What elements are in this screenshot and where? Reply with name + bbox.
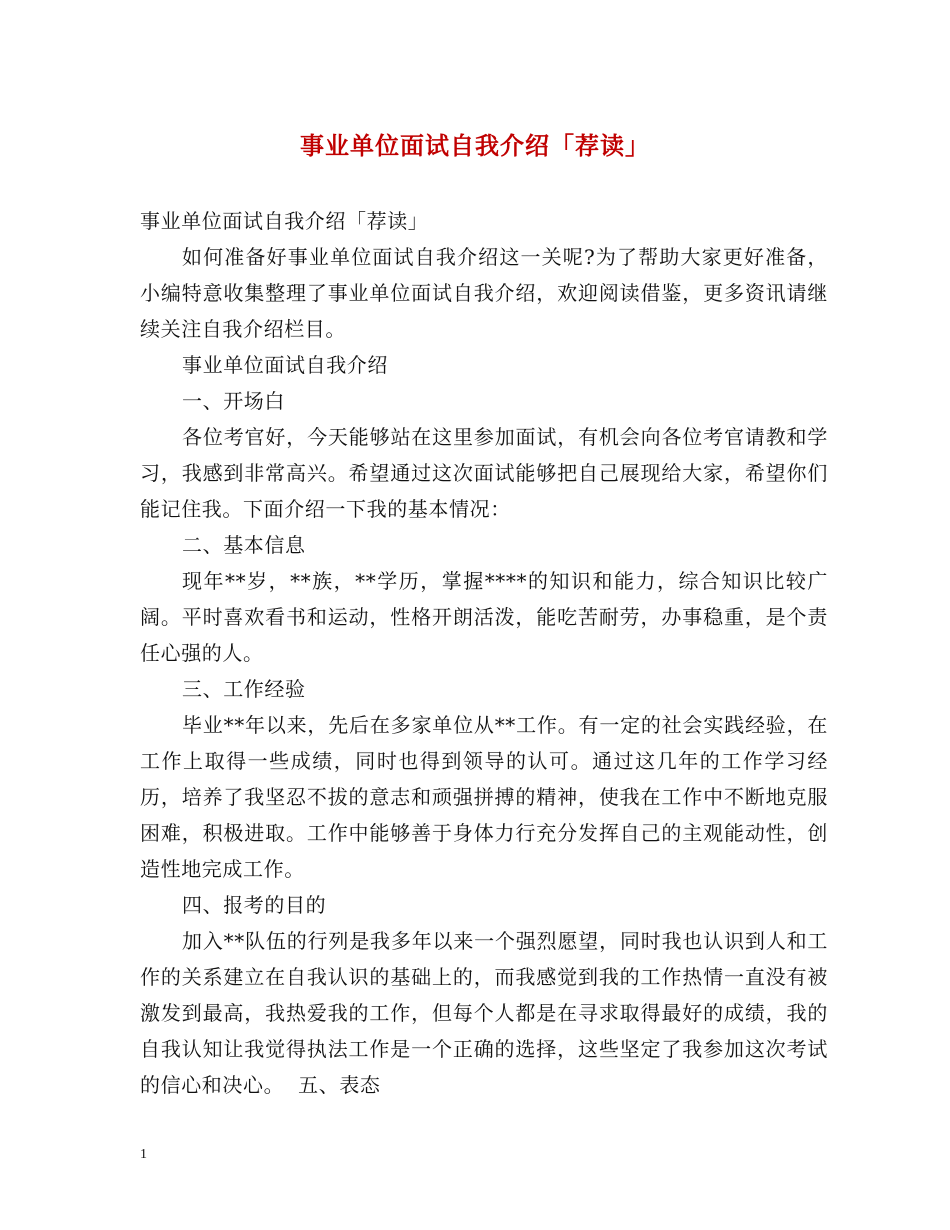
document-title: 事业单位面试自我介绍「荐读」: [300, 131, 650, 160]
paragraph: 事业单位面试自我介绍「荐读」: [140, 209, 429, 233]
section-heading: 一、开场白: [182, 389, 285, 413]
section-heading: 四、报考的目的: [182, 893, 327, 917]
section-heading: 二、基本信息: [182, 533, 306, 557]
paragraph: 各位考官好，今天能够站在这里参加面试，有机会向各位考官请教和学习，我感到非常高兴。希望通过这次面试能够把自己展现给大家，希望你们能记住我。下面介绍一下我的基本情况：: [140, 425, 828, 521]
page-number: 1: [140, 1147, 147, 1162]
paragraph: 毕业**年以来，先后在多家单位从**工作。有一定的社会实践经验，在工作上取得一些成绩，同时也得到领导的认可。通过这几年的工作学习经历，培养了我坚忍不拔的意志和顽强拼搏的精神，使我在工作中不断地克服困难，积极进取。工作中能够善于身体力行充分发挥自己的主观能动性，创造性地完成工作。: [140, 713, 828, 881]
paragraph: 现年**岁，**族，**学历，掌握****的知识和能力，综合知识比较广阔。平时喜欢看书和运动，性格开朗活泼，能吃苦耐劳，办事稳重，是个责任心强的人。: [140, 569, 828, 665]
document-body: [140, 203, 828, 1103]
paragraph: 如何准备好事业单位面试自我介绍这一关呢?为了帮助大家更好准备，小编特意收集整理了事业单位面试自我介绍，欢迎阅读借鉴，更多资讯请继续关注自我介绍栏目。: [140, 245, 828, 341]
section-heading: 三、工作经验: [182, 677, 306, 701]
paragraph: 加入**队伍的行列是我多年以来一个强烈愿望，同时我也认识到人和工作的关系建立在自我认识的基础上的，而我感觉到我的工作热情一直没有被激发到最高，我热爱我的工作，但每个人都是在寻求取得最好的成绩，我的自我认知让我觉得执法工作是一个正确的选择，这些坚定了我参加这次考试的信心和决心。 五、表态: [140, 929, 828, 1097]
section-heading: 事业单位面试自我介绍: [182, 353, 388, 377]
